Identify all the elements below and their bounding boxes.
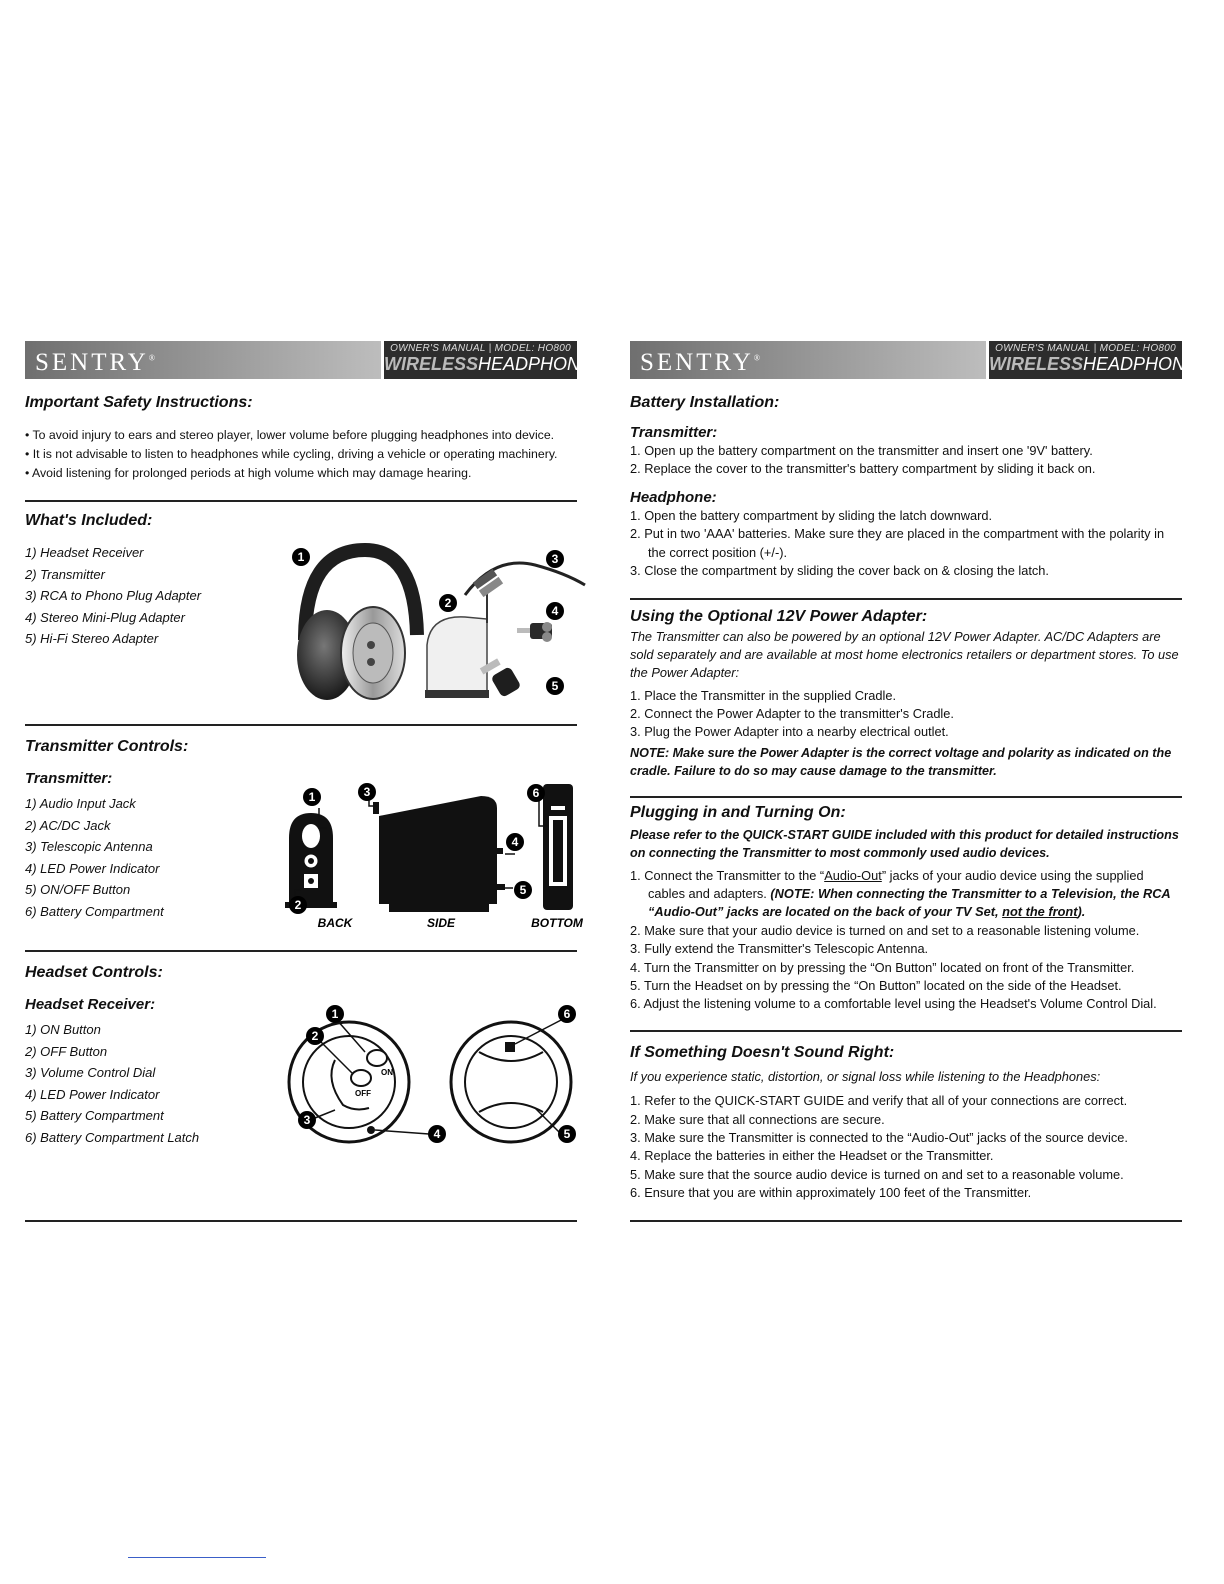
callout-4: 4: [433, 1127, 441, 1141]
list-item: 1. Place the Transmitter in the supplied Cradle.: [630, 687, 897, 703]
callout-2: 2: [444, 596, 452, 610]
model-badge: [381, 341, 593, 379]
audio-out-term: Audio-Out: [824, 867, 882, 883]
divider: [630, 1030, 1182, 1032]
transmitter-battery-steps: [630, 442, 1182, 479]
header-banner: [25, 341, 593, 379]
callout-5: 5: [519, 883, 527, 897]
list-item: 2. Make sure that your audio device is turned on and set to a reasonable listening volume.: [630, 922, 1140, 938]
transmitter-back-view: [285, 813, 337, 908]
power-adapter-intro: The Transmitter can also be powered by an optional 12V Power Adapter. AC/DC Adapters are sold separately and are available at most home electronics retailers or department stores. To use the Power Adapter:: [630, 629, 1179, 681]
list-item: 5) ON/OFF Button: [25, 882, 131, 897]
view-label-bottom: BOTTOM: [531, 916, 583, 930]
list-item: 2) Transmitter: [25, 566, 105, 582]
list-item: 4) LED Power Indicator: [25, 1086, 160, 1102]
transmitter-image: [425, 590, 489, 698]
divider: [25, 950, 577, 952]
callout-6: 6: [563, 1007, 571, 1021]
list-item: 4) Stereo Mini-Plug Adapter: [25, 609, 185, 625]
section-heading: Battery Installation:: [630, 394, 780, 411]
transmitter-side-view: [373, 796, 505, 912]
section-heading: Transmitter Controls:: [25, 738, 189, 755]
callout-2: 2: [294, 898, 302, 912]
view-label-side: SIDE: [426, 916, 456, 930]
list-item: 2. Make sure that all connections are secure.: [630, 1111, 885, 1127]
divider: [630, 598, 1182, 600]
list-item: 5) Hi-Fi Stereo Adapter: [25, 631, 159, 646]
header-banner: [630, 341, 1198, 379]
list-item: 6. Adjust the listening volume to a comfortable level using the Headset's Volume Control Dial.: [630, 996, 1157, 1012]
brand-logo: SENTRY®: [25, 341, 381, 379]
divider: [25, 500, 577, 502]
callout-5: 5: [551, 679, 559, 693]
battery-section: [630, 394, 1182, 580]
list-item: 6. Ensure that you are within approximately 100 feet of the Transmitter.: [630, 1185, 1032, 1201]
callout-3: 3: [551, 552, 559, 566]
section-heading: Important Safety Instructions:: [25, 394, 253, 411]
rca-adapter-image: [465, 563, 585, 597]
troubleshoot-intro: If you experience static, distortion, or signal loss while listening to the Headphones:: [630, 1069, 1101, 1084]
divider: [630, 796, 1182, 798]
manual-model-line: OWNER'S MANUAL | MODEL: HO800: [995, 343, 1176, 354]
list-item: • It is not advisable to listen to headphones while cycling, driving a vehicle or operating machinery.: [25, 445, 577, 464]
list-item: 6) Battery Compartment: [25, 903, 164, 919]
link-underline: [128, 1557, 266, 1558]
callout-6: 6: [532, 786, 540, 800]
section-heading: Using the Optional 12V Power Adapter:: [630, 608, 928, 625]
transmitter-bottom-view: [543, 784, 573, 910]
callout-1: 1: [308, 790, 316, 804]
list-item: 1. Open up the battery compartment on the transmitter and insert one '9V' battery.: [630, 443, 1093, 458]
list-item: 1) Headset Receiver: [25, 545, 144, 560]
list-item: 5) Battery Compartment: [25, 1108, 164, 1123]
list-item: 3. Fully extend the Transmitter's Telescopic Antenna.: [630, 941, 929, 957]
mini-plug-adapter-image: [517, 622, 552, 642]
plugging-steps: [630, 867, 1182, 1014]
callout-1: 1: [297, 550, 305, 564]
safety-section: [25, 394, 577, 483]
list-item: 4. Replace the batteries in either the Headset or the Transmitter.: [630, 1148, 994, 1164]
list-item: 5. Turn the Headset on by pressing the “On Button” located on the side of the Headset.: [630, 978, 1122, 994]
list-item: • To avoid injury to ears and stereo player, lower volume before plugging headphones into device.: [25, 426, 577, 445]
list-item: 3) Telescopic Antenna: [25, 839, 153, 854]
divider: [25, 724, 577, 726]
list-item: 2) OFF Button: [25, 1043, 108, 1059]
safety-list: [25, 426, 577, 483]
headset-battery-view: [451, 1022, 571, 1142]
callout-3: 3: [303, 1113, 311, 1127]
headset-controls-diagram: [265, 1000, 575, 1150]
list-item: 3. Make sure the Transmitter is connected to the “Audio-Out” jacks of the source device.: [630, 1130, 1128, 1146]
product-name: WIRELESSHEADPHONE: [384, 354, 593, 374]
list-item: 2. Connect the Power Adapter to the transmitter's Cradle.: [630, 706, 954, 722]
manual-model-line: OWNER'S MANUAL | MODEL: HO800: [390, 343, 571, 354]
subheading-transmitter: Transmitter:: [630, 424, 718, 441]
callout-4: 4: [511, 835, 519, 849]
callout-3: 3: [363, 785, 371, 799]
plugging-section: [630, 804, 1182, 1014]
list-item: 2. Replace the cover to the transmitter's battery compartment by sliding it back on.: [630, 461, 1096, 477]
divider: [25, 1220, 577, 1222]
headset-receiver-image: [297, 550, 417, 700]
headphone-battery-steps: [630, 507, 1182, 581]
view-label-back: BACK: [317, 916, 353, 930]
subheading: Headset Receiver:: [25, 996, 156, 1013]
list-item: 6) Battery Compartment Latch: [25, 1129, 200, 1145]
power-adapter-note: NOTE: Make sure the Power Adapter is the correct voltage and polarity as indicated on the cradle. Failure to do so may cause damage to the transmitter.: [630, 745, 1172, 779]
section-heading: Headset Controls:: [25, 964, 163, 981]
list-item: 3) Volume Control Dial: [25, 1065, 156, 1080]
off-button-label: OFF: [355, 1089, 371, 1098]
model-badge: [986, 341, 1198, 379]
list-item: 2. Put in two 'AAA' batteries. Make sure they are placed in the compartment with the polarity in the correct position (+/-).: [630, 526, 1165, 560]
list-item: 4. Turn the Transmitter on by pressing the “On Button” located on front of the Transmitter.: [630, 959, 1135, 975]
plugging-intro: Please refer to the QUICK-START GUIDE included with this product for detailed instructions on connecting the Transmitter to most commonly used audio devices.: [630, 828, 1179, 861]
product-name: WIRELESSHEADPHONE: [989, 354, 1198, 374]
section-heading: Plugging in and Turning On:: [630, 804, 846, 821]
list-item: 1) Audio Input Jack: [25, 796, 136, 811]
power-adapter-section: [630, 608, 1182, 780]
section-heading: What's Included:: [25, 512, 153, 529]
on-button-label: ON: [381, 1068, 393, 1077]
list-item: 1. Open the battery compartment by sliding the latch downward.: [630, 507, 993, 523]
callout-2: 2: [311, 1029, 319, 1043]
section-heading: If Something Doesn't Sound Right:: [630, 1044, 895, 1061]
troubleshoot-steps: [630, 1092, 1182, 1202]
list-item: 5. Make sure that the source audio device is turned on and set to a reasonable volume.: [630, 1166, 1124, 1182]
troubleshoot-section: [630, 1044, 1182, 1203]
list-item: 3. Plug the Power Adapter into a nearby electrical outlet.: [630, 724, 949, 740]
subheading: Transmitter:: [25, 770, 113, 787]
list-item: 3) RCA to Phono Plug Adapter: [25, 588, 202, 603]
power-adapter-steps: [630, 687, 1182, 742]
transmitter-controls-diagram: [261, 778, 583, 934]
list-item: • Avoid listening for prolonged periods at high volume which may damage hearing.: [25, 464, 577, 483]
list-item: 2) AC/DC Jack: [25, 817, 111, 833]
list-item: 4) LED Power Indicator: [25, 860, 160, 876]
brand-logo: SENTRY®: [630, 341, 986, 379]
divider: [630, 1220, 1182, 1222]
callout-1: 1: [331, 1007, 339, 1021]
list-item: 1. Refer to the QUICK-START GUIDE and verify that all of your connections are correct.: [630, 1093, 1128, 1109]
list-item: 1) ON Button: [25, 1022, 101, 1037]
subheading-headphone: Headphone:: [630, 488, 717, 506]
list-item: 1. Connect the Transmitter to the “Audio-Out” jacks of your audio device using the supplied cables and adapters. (NOTE: When connecting the Transmitter to a Television, the RCA “Audio-Out” jacks are located on the back of your TV Set, not the front).: [630, 867, 1171, 920]
included-illustration: [265, 545, 575, 715]
list-item: 3. Close the compartment by sliding the cover back on & closing the latch.: [630, 563, 1049, 579]
callout-4: 4: [551, 604, 559, 618]
callout-5: 5: [563, 1127, 571, 1141]
